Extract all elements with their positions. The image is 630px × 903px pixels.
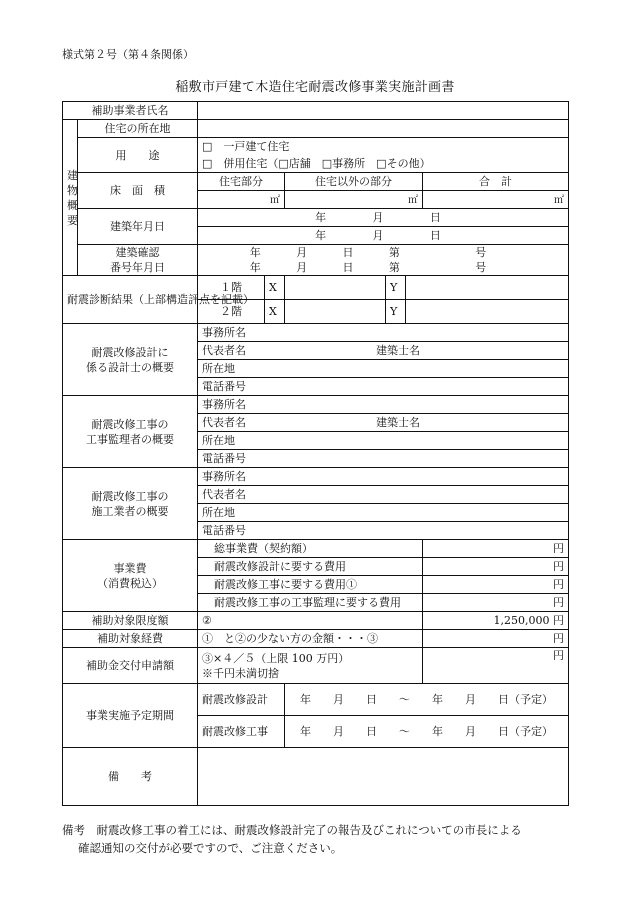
building-confirmation-field[interactable]: 年 月 日 第 号 年 月 日 第 号 xyxy=(198,245,569,276)
diagnosis-floor2-x-label: X xyxy=(265,300,285,324)
cost-work-field[interactable]: 円 xyxy=(423,576,569,594)
diagnosis-floor2-y-field[interactable] xyxy=(406,300,569,324)
supervisor-location-field[interactable]: 所在地 xyxy=(198,432,569,450)
plan-form-table xyxy=(62,101,569,806)
cost-supervision-label: 耐震改修工事の工事監理に要する費用 xyxy=(198,594,423,612)
diagnosis-label: 耐震診断結果（上部構造評点を記載） xyxy=(63,276,198,324)
diagnosis-floor2-y-label: Y xyxy=(386,300,406,324)
contractor-phone-field[interactable]: 電話番号 xyxy=(198,522,569,540)
floor-area-header-residential: 住宅部分 xyxy=(198,173,285,191)
designer-office-field[interactable]: 事務所名 xyxy=(198,324,569,342)
cost-design-field[interactable]: 円 xyxy=(423,558,569,576)
diagnosis-floor2-x-field[interactable] xyxy=(285,300,386,324)
eligible-cost-label: 補助対象経費 xyxy=(63,630,198,648)
schedule-work-field[interactable]: 年 月 日 ～ 年 月 日（予定） xyxy=(285,716,569,748)
contractor-representative-field[interactable]: 代表者名 xyxy=(198,486,569,504)
grant-request-formula: ③×４／５（上限 100 万円） ※千円未満切捨 xyxy=(198,648,423,684)
cost-design-label: 耐震改修設計に要する費用 xyxy=(198,558,423,576)
grant-request-field[interactable]: 円 xyxy=(423,648,569,684)
cost-total-label: 総事業費（契約額） xyxy=(198,540,423,558)
designer-label: 耐震改修設計に 係る設計士の概要 xyxy=(63,324,198,396)
usage-option-mixed[interactable]: □ 併用住宅（□店舗 □事務所 □その他） xyxy=(198,155,569,173)
schedule-design-field[interactable]: 年 月 日 ～ 年 月 日（予定） xyxy=(285,684,569,716)
designer-location-field[interactable]: 所在地 xyxy=(198,360,569,378)
applicant-label: 補助事業者氏名 xyxy=(63,102,198,120)
schedule-work-label: 耐震改修工事 xyxy=(198,716,285,748)
limit-marker: ② xyxy=(198,612,423,630)
schedule-design-label: 耐震改修設計 xyxy=(198,684,285,716)
designer-representative-field[interactable]: 代表者名 建築士名 xyxy=(198,342,569,360)
supervisor-label: 耐震改修工事の 工事監理者の概要 xyxy=(63,396,198,468)
address-field[interactable] xyxy=(198,120,569,138)
diagnosis-floor1-y-field[interactable] xyxy=(406,276,569,300)
floor-area-header-total: 合 計 xyxy=(423,173,569,191)
floor-area-total-field[interactable]: ㎡ xyxy=(423,191,569,209)
remarks-label: 備 考 xyxy=(63,748,198,806)
cost-supervision-field[interactable]: 円 xyxy=(423,594,569,612)
designer-phone-field[interactable]: 電話番号 xyxy=(198,378,569,396)
supervisor-representative-field[interactable]: 代表者名 建築士名 xyxy=(198,414,569,432)
supervisor-office-field[interactable]: 事務所名 xyxy=(198,396,569,414)
usage-option-detached[interactable]: □ 一戸建て住宅 xyxy=(198,138,569,156)
diagnosis-floor1-x-field[interactable] xyxy=(285,276,386,300)
floor-area-residential-field[interactable]: ㎡ xyxy=(198,191,285,209)
eligible-cost-field[interactable]: 円 xyxy=(423,630,569,648)
diagnosis-floor1-x-label: X xyxy=(265,276,285,300)
usage-label: 用 途 xyxy=(78,138,198,173)
footnote-line-2: 確認通知の交付が必要ですので、ご注意ください。 xyxy=(78,841,343,855)
contractor-location-field[interactable]: 所在地 xyxy=(198,504,569,522)
contractor-office-field[interactable]: 事務所名 xyxy=(198,468,569,486)
remarks-field[interactable] xyxy=(198,748,569,806)
floor-area-label: 床 面 積 xyxy=(78,173,198,209)
limit-amount: 1,250,000 円 xyxy=(423,612,569,630)
diagnosis-floor1-y-label: Y xyxy=(386,276,406,300)
cost-work-label: 耐震改修工事に要する費用① xyxy=(198,576,423,594)
diagnosis-floor1-label: １階 xyxy=(198,276,265,300)
eligible-cost-text: ① と②の少ない方の金額・・・③ xyxy=(198,630,423,648)
cost-total-field[interactable]: 円 xyxy=(423,540,569,558)
form-number: 様式第２号（第４条関係） xyxy=(62,48,194,61)
limit-label: 補助対象限度額 xyxy=(63,612,198,630)
grant-request-label: 補助金交付申請額 xyxy=(63,648,198,684)
supervisor-phone-field[interactable]: 電話番号 xyxy=(198,450,569,468)
diagnosis-floor2-label: ２階 xyxy=(198,300,265,324)
building-overview-label: 建 物 概 要 xyxy=(63,120,78,276)
footnote xyxy=(62,821,572,857)
contractor-label: 耐震改修工事の 施工業者の概要 xyxy=(63,468,198,540)
address-label: 住宅の所在地 xyxy=(78,120,198,138)
cost-label: 事業費 （消費税込） xyxy=(63,540,198,612)
floor-area-other-field[interactable]: ㎡ xyxy=(285,191,423,209)
form-title: 稲敷市戸建て木造住宅耐震改修事業実施計画書 xyxy=(175,80,455,95)
building-confirmation-label: 建築確認 番号年月日 xyxy=(78,245,198,276)
built-date-field-1[interactable]: 年 月 日 xyxy=(198,209,569,227)
applicant-field[interactable] xyxy=(198,102,569,120)
schedule-label: 事業実施予定期間 xyxy=(63,684,198,748)
floor-area-header-other: 住宅以外の部分 xyxy=(285,173,423,191)
built-date-label: 建築年月日 xyxy=(78,209,198,245)
built-date-field-2[interactable]: 年 月 日 xyxy=(198,227,569,245)
footnote-line-1: 備考 耐震改修工事の着工には、耐震改修設計完了の報告及びこれについての市長による xyxy=(62,823,522,837)
